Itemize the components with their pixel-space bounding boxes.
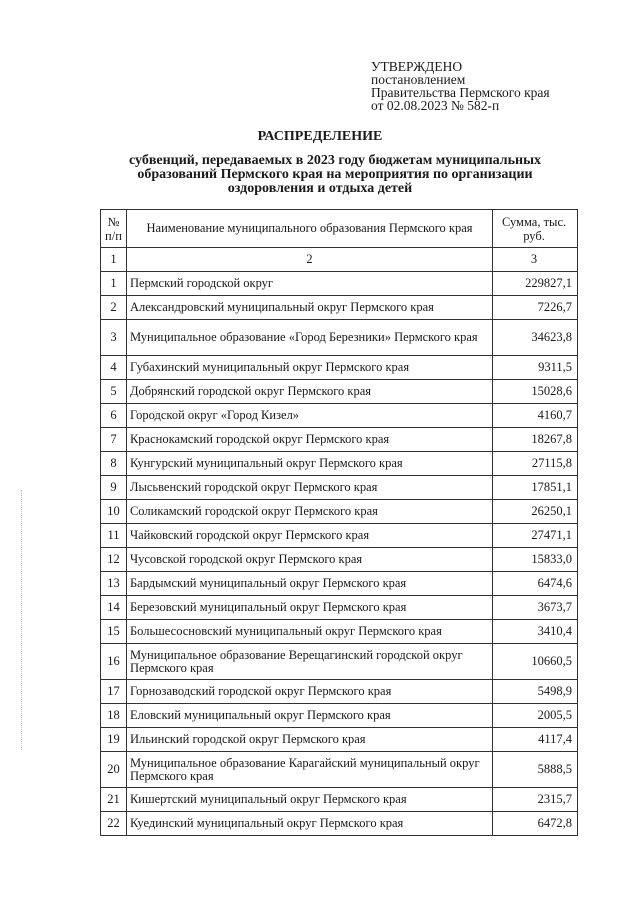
- row-name-cell: Куединский муниципальный округ Пермского края: [126, 812, 492, 836]
- table-row: [101, 704, 578, 728]
- approval-line: УТВЕРЖДЕНО: [371, 59, 463, 74]
- row-sum-cell: 6474,6: [493, 572, 578, 596]
- table-row: [101, 476, 578, 500]
- row-sum-cell: 15028,6: [493, 380, 578, 404]
- row-sum-cell: 17851,1: [493, 476, 578, 500]
- row-num-cell: 13: [101, 572, 127, 596]
- approval-line: постановлением: [371, 72, 466, 87]
- table-row: [101, 380, 578, 404]
- row-sum-cell: 27471,1: [493, 524, 578, 548]
- index-cell: 3: [493, 248, 578, 272]
- row-sum-cell: 15833,0: [493, 548, 578, 572]
- row-num-cell: 3: [101, 320, 127, 356]
- table-row: [101, 452, 578, 476]
- table-row: [101, 620, 578, 644]
- row-sum-cell: 26250,1: [493, 500, 578, 524]
- row-sum-cell: 229827,1: [493, 272, 578, 296]
- row-num-cell: 21: [101, 788, 127, 812]
- row-name-cell: Бардымский муниципальный округ Пермского края: [126, 572, 492, 596]
- table-row: [101, 728, 578, 752]
- distribution-table: [100, 209, 578, 836]
- row-name-cell: Горнозаводский городской округ Пермского края: [126, 680, 492, 704]
- row-name-cell: Пермский городской округ: [126, 272, 492, 296]
- row-num-cell: 22: [101, 812, 127, 836]
- row-name-cell: Добрянский городской округ Пермского края: [126, 380, 492, 404]
- approval-stamp: [371, 60, 550, 112]
- row-name-cell: Чусовской городской округ Пермского края: [126, 548, 492, 572]
- row-sum-cell: 3410,4: [493, 620, 578, 644]
- row-sum-cell: 27115,8: [493, 452, 578, 476]
- row-sum-cell: 5498,9: [493, 680, 578, 704]
- row-num-cell: 19: [101, 728, 127, 752]
- table-row: [101, 680, 578, 704]
- row-name-cell: Губахинский муниципальный округ Пермского края: [126, 356, 492, 380]
- row-sum-cell: 18267,8: [493, 428, 578, 452]
- approval-line: Правительства Пермского края: [371, 85, 550, 100]
- row-sum-cell: 7226,7: [493, 296, 578, 320]
- row-name-cell: Чайковский городской округ Пермского края: [126, 524, 492, 548]
- row-num-cell: 14: [101, 596, 127, 620]
- table-row: [101, 320, 578, 356]
- table-row: [101, 812, 578, 836]
- index-cell: 1: [101, 248, 127, 272]
- row-name-cell: Лысьвенский городской округ Пермского края: [126, 476, 492, 500]
- row-num-cell: 10: [101, 500, 127, 524]
- table-row: [101, 524, 578, 548]
- row-num-cell: 9: [101, 476, 127, 500]
- row-num-cell: 20: [101, 752, 127, 788]
- table-row: [101, 548, 578, 572]
- row-num-cell: 18: [101, 704, 127, 728]
- title-line: оздоровления и отдыха детей: [227, 181, 413, 196]
- header-num: № п/п: [101, 210, 127, 248]
- table-header-row: [101, 210, 578, 248]
- table-row: [101, 500, 578, 524]
- row-num-cell: 4: [101, 356, 127, 380]
- row-sum-cell: 2315,7: [493, 788, 578, 812]
- row-name-cell: Кунгурский муниципальный округ Пермского края: [126, 452, 492, 476]
- table-row: [101, 404, 578, 428]
- table-row: [101, 428, 578, 452]
- row-num-cell: 2: [101, 296, 127, 320]
- table-row: [101, 356, 578, 380]
- row-sum-cell: 4117,4: [493, 728, 578, 752]
- row-num-cell: 12: [101, 548, 127, 572]
- table-row: [101, 752, 578, 788]
- table-row: [101, 644, 578, 680]
- table-row: [101, 788, 578, 812]
- row-name-cell: Краснокамский городской округ Пермского края: [126, 428, 492, 452]
- row-sum-cell: 6472,8: [493, 812, 578, 836]
- scan-fold-mark: [21, 490, 23, 750]
- document-title: [0, 130, 640, 196]
- row-name-cell: Городской округ «Город Кизел»: [126, 404, 492, 428]
- index-cell: 2: [126, 248, 492, 272]
- row-num-cell: 1: [101, 272, 127, 296]
- row-sum-cell: 4160,7: [493, 404, 578, 428]
- row-sum-cell: 5888,5: [493, 752, 578, 788]
- title-line: субвенций, передаваемых в 2023 году бюджетам муниципальных: [128, 153, 542, 168]
- table-row: [101, 596, 578, 620]
- row-sum-cell: 10660,5: [493, 644, 578, 680]
- title-heading: РАСПРЕДЕЛЕНИЕ: [257, 129, 383, 144]
- row-name-cell: Муниципальное образование Верещагинский городской округ Пермского края: [126, 644, 492, 680]
- row-num-cell: 15: [101, 620, 127, 644]
- row-name-cell: Кишертский муниципальный округ Пермского края: [126, 788, 492, 812]
- row-num-cell: 8: [101, 452, 127, 476]
- row-name-cell: Березовский муниципальный округ Пермского края: [126, 596, 492, 620]
- header-name: Наименование муниципального образования Пермского края: [126, 210, 492, 248]
- table-row: [101, 272, 578, 296]
- row-sum-cell: 9311,5: [493, 356, 578, 380]
- row-sum-cell: 2005,5: [493, 704, 578, 728]
- row-name-cell: Еловский муниципальный округ Пермского края: [126, 704, 492, 728]
- row-name-cell: Соликамский городской округ Пермского края: [126, 500, 492, 524]
- row-name-cell: Муниципальное образование «Город Березники» Пермского края: [126, 320, 492, 356]
- row-num-cell: 6: [101, 404, 127, 428]
- row-name-cell: Александровский муниципальный округ Пермского края: [126, 296, 492, 320]
- row-name-cell: Ильинский городской округ Пермского края: [126, 728, 492, 752]
- row-sum-cell: 3673,7: [493, 596, 578, 620]
- row-num-cell: 7: [101, 428, 127, 452]
- row-num-cell: 16: [101, 644, 127, 680]
- row-sum-cell: 34623,8: [493, 320, 578, 356]
- row-num-cell: 17: [101, 680, 127, 704]
- title-line: образований Пермского края на мероприятия по организации: [137, 167, 533, 182]
- header-sum: Сумма, тыс. руб.: [493, 210, 578, 248]
- table-index-row: [101, 248, 578, 272]
- table-row: [101, 296, 578, 320]
- row-name-cell: Муниципальное образование Карагайский муниципальный округ Пермского края: [126, 752, 492, 788]
- approval-line: от 02.08.2023 № 582-п: [371, 98, 500, 113]
- row-num-cell: 5: [101, 380, 127, 404]
- row-name-cell: Большесосновский муниципальный округ Пермского края: [126, 620, 492, 644]
- table-row: [101, 572, 578, 596]
- row-num-cell: 11: [101, 524, 127, 548]
